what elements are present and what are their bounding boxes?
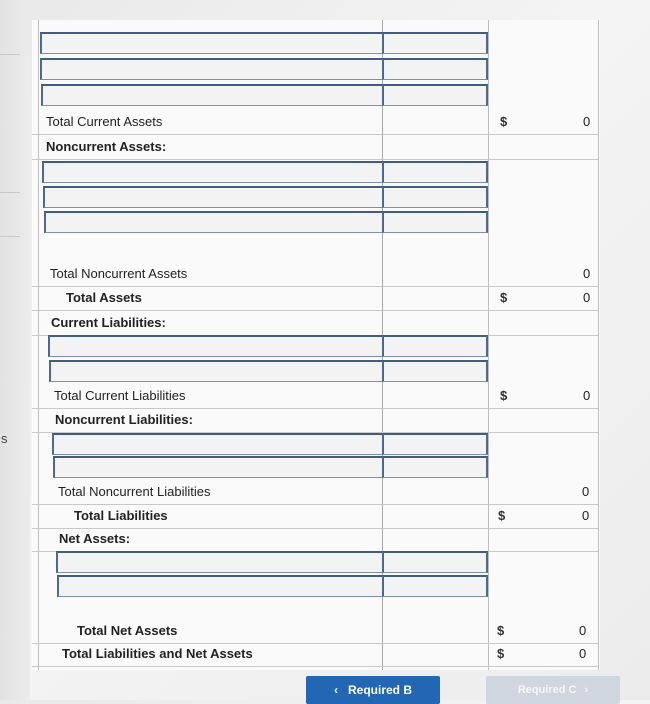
total-assets-amount: 0 xyxy=(583,290,591,305)
total-net-assets-label: Total Net Assets xyxy=(77,623,178,638)
table-row xyxy=(32,262,598,287)
currency-symbol: $ xyxy=(498,508,506,523)
total-net-assets-amount: 0 xyxy=(579,623,587,638)
net-asset-amount-input-2[interactable] xyxy=(382,575,488,597)
next-button-label: Required C xyxy=(517,684,577,696)
currency-symbol: $ xyxy=(500,114,508,129)
total-assets-label: Total Assets xyxy=(66,290,142,305)
total-current-assets-label: Total Current Assets xyxy=(46,114,163,129)
noncurrent-liability-amount-input-1[interactable] xyxy=(382,433,488,455)
table-row xyxy=(32,504,598,529)
current-asset-name-input-2[interactable] xyxy=(40,58,382,80)
table-row xyxy=(32,619,598,644)
total-liabilities-and-net-assets-label: Total Liabilities and Net Assets xyxy=(62,646,253,661)
noncurrent-asset-amount-input-1[interactable] xyxy=(382,161,488,183)
current-liability-amount-input-2[interactable] xyxy=(382,360,488,382)
total-current-assets-amount: 0 xyxy=(583,114,591,129)
table-border-right xyxy=(598,20,599,670)
noncurrent-assets-header: Noncurrent Assets: xyxy=(46,139,167,154)
current-asset-name-input-1[interactable] xyxy=(40,32,382,54)
current-asset-amount-input-1[interactable] xyxy=(382,32,488,54)
current-liability-amount-input-1[interactable] xyxy=(382,335,488,357)
total-liabilities-and-net-assets-amount: 0 xyxy=(579,646,587,661)
table-row xyxy=(32,286,598,311)
table-row xyxy=(32,110,598,135)
currency-symbol: $ xyxy=(500,290,508,305)
net-asset-name-input-2[interactable] xyxy=(57,575,382,597)
noncurrent-asset-name-input-1[interactable] xyxy=(42,161,382,183)
currency-symbol: $ xyxy=(497,646,505,661)
balance-sheet-table xyxy=(32,20,600,670)
previous-button-label: Required B xyxy=(347,683,412,697)
noncurrent-asset-amount-input-2[interactable] xyxy=(382,186,488,208)
currency-symbol: $ xyxy=(497,623,505,638)
noncurrent-liability-name-input-2[interactable] xyxy=(53,456,382,478)
total-liabilities-label: Total Liabilities xyxy=(74,508,168,523)
current-liability-name-input-1[interactable] xyxy=(48,335,382,357)
total-current-liabilities-amount: 0 xyxy=(583,388,591,403)
noncurrent-asset-amount-input-3[interactable] xyxy=(382,211,488,233)
total-current-liabilities-label: Total Current Liabilities xyxy=(54,388,186,403)
noncurrent-liability-amount-input-2[interactable] xyxy=(382,456,488,478)
noncurrent-asset-name-input-2[interactable] xyxy=(43,186,382,208)
net-asset-name-input-1[interactable] xyxy=(56,551,382,573)
panel-divider xyxy=(0,54,20,55)
net-assets-header: Net Assets: xyxy=(59,531,131,546)
noncurrent-liabilities-header: Noncurrent Liabilities: xyxy=(55,412,193,427)
currency-symbol: $ xyxy=(500,388,508,403)
net-asset-amount-input-1[interactable] xyxy=(382,551,488,573)
total-noncurrent-assets-amount: 0 xyxy=(583,266,591,281)
current-liability-name-input-2[interactable] xyxy=(49,360,382,382)
current-asset-amount-input-3[interactable] xyxy=(382,84,488,106)
table-row xyxy=(32,384,598,409)
total-noncurrent-assets-label: Total Noncurrent Assets xyxy=(50,266,188,281)
table-row xyxy=(32,311,598,336)
chevron-right-icon: › xyxy=(584,684,589,696)
panel-divider xyxy=(0,192,20,193)
panel-divider xyxy=(0,236,20,237)
table-row xyxy=(32,135,598,160)
noncurrent-asset-name-input-3[interactable] xyxy=(44,211,382,233)
current-asset-name-input-3[interactable] xyxy=(41,84,382,106)
table-row xyxy=(32,480,598,505)
side-label: s xyxy=(1,431,8,446)
table-row xyxy=(32,642,598,667)
total-noncurrent-liabilities-label: Total Noncurrent Liabilities xyxy=(58,484,211,499)
current-asset-amount-input-2[interactable] xyxy=(382,58,488,80)
noncurrent-liability-name-input-1[interactable] xyxy=(52,433,382,455)
current-liabilities-header: Current Liabilities: xyxy=(51,315,166,330)
table-row xyxy=(32,408,598,433)
table-row xyxy=(32,527,598,552)
left-panel-edge xyxy=(0,0,30,700)
chevron-left-icon: ‹ xyxy=(333,683,338,697)
total-noncurrent-liabilities-amount: 0 xyxy=(582,484,590,499)
total-liabilities-amount: 0 xyxy=(582,508,590,523)
